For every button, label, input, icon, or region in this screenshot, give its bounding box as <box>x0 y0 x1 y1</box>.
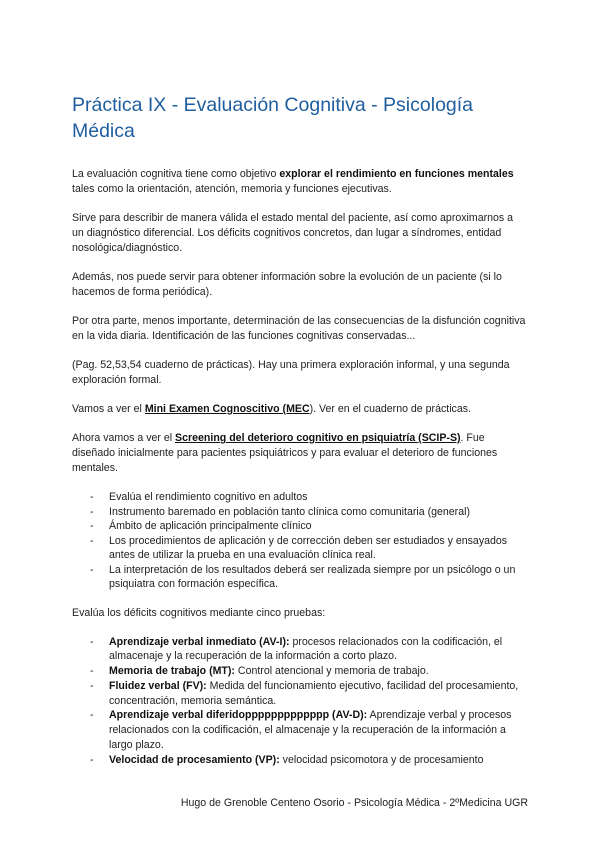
list-item: - Instrumento baremado en población tanto clínica como comunitaria (general) <box>72 505 527 520</box>
list-item <box>72 679 527 709</box>
list-item: - Los procedimientos de aplicación y de corrección deben ser estudiados y ensayados antes de utilizar la prueba en una evaluación clínica real. <box>72 534 527 563</box>
test-desc: procesos relacionados con la codificación, el almacenaje y la recuperación de la información a corto plazo. <box>109 635 503 663</box>
intro-bold: explorar el rendimiento en funciones mentales <box>279 168 514 180</box>
document-page <box>72 92 527 782</box>
paragraph-description: Sirve para describir de manera válida el estado mental del paciente, así como aproximarnos a un diagnóstico diferencial. Los déficits cognitivos concretos, dan lugar a síndromes, entidad nosológica/diagnóstico. <box>72 212 514 254</box>
scip-text-end: . Fue diseñado inicialmente para pacientes psiquiátricos y para evaluar el deterioro de funciones mentales. <box>72 432 498 474</box>
scip-text: Ahora vamos a ver el <box>72 432 176 444</box>
paragraph-tests-intro: Evalúa los déficits cognitivos mediante cinco pruebas: <box>72 606 326 619</box>
list-item <box>72 664 527 679</box>
scip-link[interactable]: Screening del deterioro cognitivo en psiquiatría (SCIP-S) <box>175 432 461 444</box>
test-name: Aprendizaje verbal inmediato (AV-I): <box>109 635 290 648</box>
paragraph-pages: (Pag. 52,53,54 cuaderno de prácticas). Hay una primera exploración informal, y una segunda exploración formal. <box>72 359 510 386</box>
test-desc: Aprendizaje verbal y procesos relacionados con la codificación, el almacenaje y la recuperación de la información a largo plazo. <box>109 709 512 752</box>
list-item: - Evalúa el rendimiento cognitivo en adultos <box>72 490 527 505</box>
test-name: Fluidez verbal (FV): <box>109 679 207 692</box>
test-desc: velocidad psicomotora y de procesamiento <box>279 753 484 766</box>
list-item <box>72 708 527 752</box>
scip-list <box>72 490 527 592</box>
test-name: Aprendizaje verbal diferidoppppppppppppp (AV-D): <box>109 709 368 722</box>
test-name: Velocidad de procesamiento (VP): <box>109 753 280 766</box>
intro-text-end: tales como la orientación, atención, memoria y funciones ejecutivas. <box>72 183 392 195</box>
page-title: Práctica IX - Evaluación Cognitiva - Psicología Médica <box>72 94 474 142</box>
mec-link[interactable]: Mini Examen Cognoscitivo (MEC <box>144 403 310 415</box>
paragraph-intro <box>72 167 527 197</box>
paragraph-scip <box>72 431 527 476</box>
intro-text: La evaluación cognitiva tiene como objetivo <box>72 168 280 180</box>
test-name: Memoria de trabajo (MT): <box>109 665 235 678</box>
paragraph-consequences: Por otra parte, menos importante, determinación de las consecuencias de la disfunción cognitiva en la vida diaria. Identificación de las funciones cognitivas conservadas... <box>72 315 526 342</box>
list-item: - Ámbito de aplicación principalmente clínico <box>72 519 527 534</box>
test-desc: Control atencional y memoria de trabajo. <box>234 665 429 678</box>
page-footer: Hugo de Grenoble Centeno Osorio - Psicología Médica - 2ºMedicina UGR <box>180 797 528 809</box>
list-item: - La interpretación de los resultados deberá ser realizada siempre por un psicólogo o un psiquiatra con formación específica. <box>72 563 527 592</box>
tests-list <box>72 635 527 768</box>
paragraph-mec <box>72 402 527 417</box>
list-item <box>72 635 527 665</box>
paragraph-evolution: Además, nos puede servir para obtener información sobre la evolución de un paciente (si lo hacemos de forma periódica). <box>72 271 502 298</box>
list-item <box>72 753 527 768</box>
mec-text: Vamos a ver el <box>72 403 145 415</box>
test-desc: Medida del funcionamiento ejecutivo, facilidad del procesamiento, concentración, memoria semántica. <box>109 679 519 707</box>
mec-text-end: ). Ver en el cuaderno de prácticas. <box>309 403 471 415</box>
